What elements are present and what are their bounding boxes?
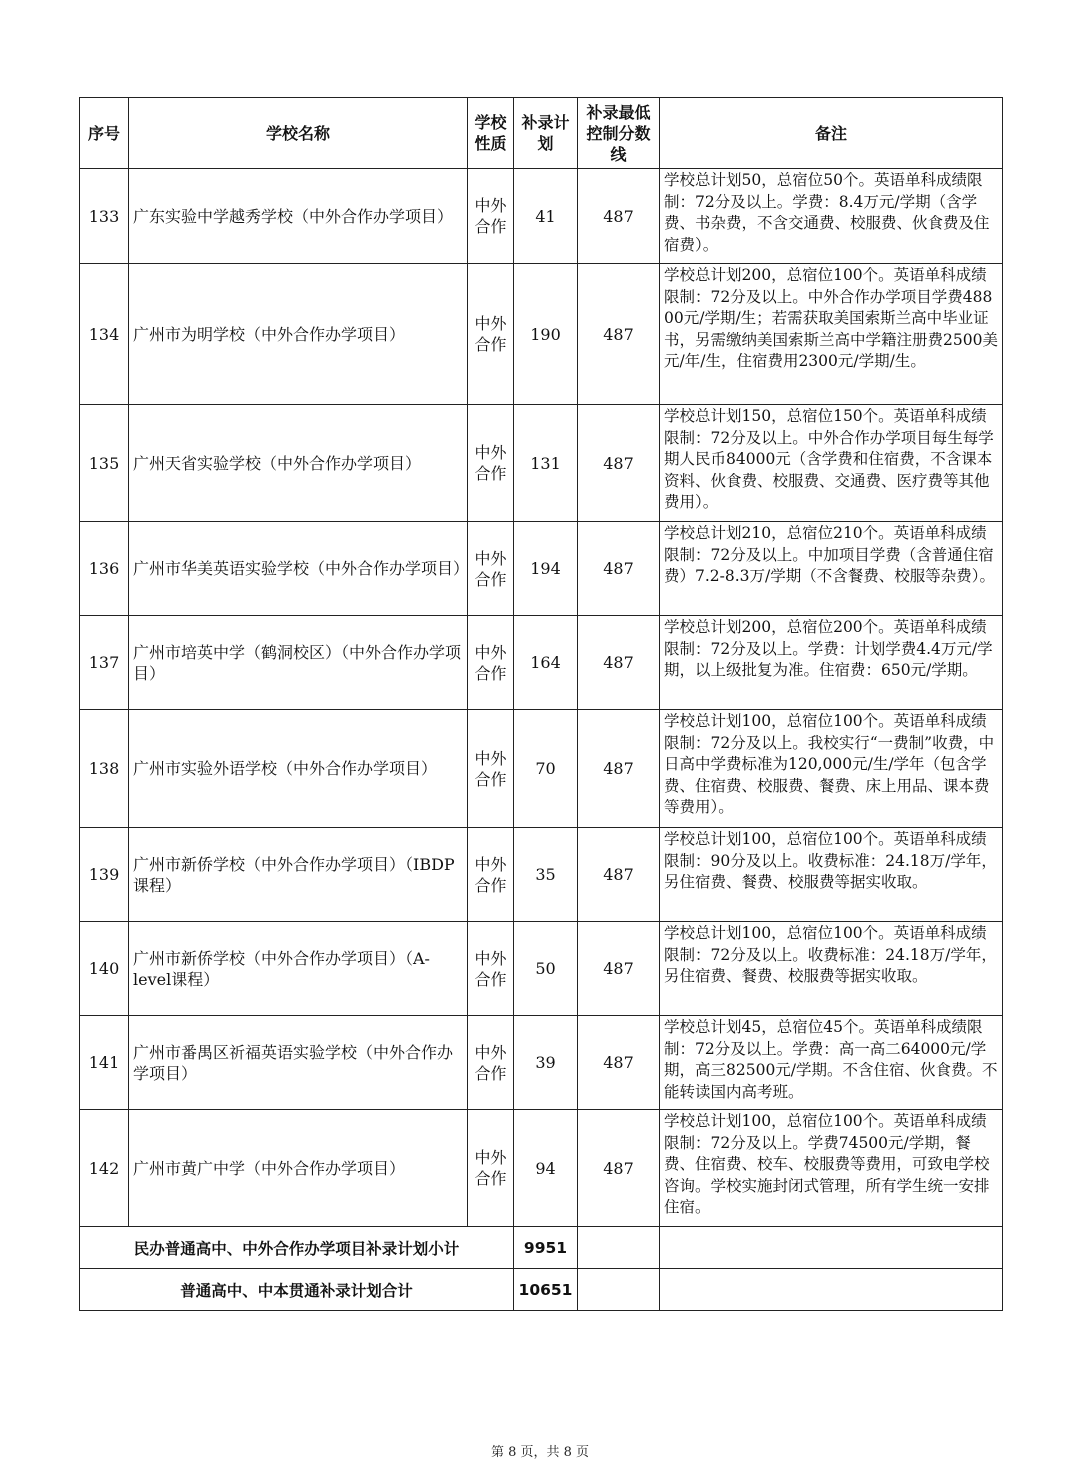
subtotal-label: 民办普通高中、中外合作办学项目补录计划小计 <box>80 1227 514 1269</box>
row-plan: 131 <box>514 405 578 522</box>
row-school-type: 中外合作 <box>468 922 514 1016</box>
row-remarks: 学校总计划210，总宿位210个。英语单科成绩限制：72分及以上。中加项目学费（含普通住宿费）7.2-8.3万/学期（不含餐费、校服等杂费）。 <box>660 522 1003 616</box>
row-school-name: 广州市华美英语实验学校（中外合作办学项目） <box>129 522 468 616</box>
row-school-name: 广州市培英中学（鹤洞校区）（中外合作办学项目） <box>129 616 468 710</box>
row-school-name: 广州市黄广中学（中外合作办学项目） <box>129 1110 468 1227</box>
table-row <box>80 264 1003 405</box>
row-school-type: 中外合作 <box>468 616 514 710</box>
row-min-score: 487 <box>578 616 660 710</box>
row-plan: 190 <box>514 264 578 405</box>
row-serial-number: 133 <box>80 169 129 264</box>
row-serial-number: 134 <box>80 264 129 405</box>
row-school-type: 中外合作 <box>468 710 514 828</box>
row-serial-number: 140 <box>80 922 129 1016</box>
table-row <box>80 522 1003 616</box>
row-school-name: 广州市为明学校（中外合作办学项目） <box>129 264 468 405</box>
subtotal-value: 9951 <box>514 1227 578 1269</box>
row-min-score: 487 <box>578 169 660 264</box>
header-serial-number: 序号 <box>80 98 129 169</box>
table-row <box>80 1110 1003 1227</box>
row-serial-number: 139 <box>80 828 129 922</box>
row-school-name: 广东实验中学越秀学校（中外合作办学项目） <box>129 169 468 264</box>
subtotal-empty-cell <box>660 1227 1003 1269</box>
header-supplementary-plan: 补录计划 <box>514 98 578 169</box>
table-header-row <box>80 98 1003 169</box>
subtotal-row <box>80 1227 1003 1269</box>
row-remarks: 学校总计划45，总宿位45个。英语单科成绩限制：72分及以上。学费：高一高二64000元/学期，高三82500元/学期。不含住宿、伙食费。不能转读国内高考班。 <box>660 1016 1003 1110</box>
admission-table <box>79 97 1003 1311</box>
table-row <box>80 828 1003 922</box>
total-label: 普通高中、中本贯通补录计划合计 <box>80 1269 514 1311</box>
row-school-name: 广州市新侨学校（中外合作办学项目）（A-level课程） <box>129 922 468 1016</box>
row-serial-number: 141 <box>80 1016 129 1110</box>
table-row <box>80 922 1003 1016</box>
total-empty-cell <box>660 1269 1003 1311</box>
table-row <box>80 405 1003 522</box>
row-min-score: 487 <box>578 922 660 1016</box>
row-plan: 50 <box>514 922 578 1016</box>
row-plan: 94 <box>514 1110 578 1227</box>
header-school-name: 学校名称 <box>129 98 468 169</box>
row-plan: 164 <box>514 616 578 710</box>
table-row <box>80 169 1003 264</box>
row-school-type: 中外合作 <box>468 1110 514 1227</box>
row-remarks: 学校总计划200，总宿位200个。英语单科成绩限制：72分及以上。学费：计划学费4.4万元/学期，以上级批复为准。住宿费：650元/学期。 <box>660 616 1003 710</box>
row-school-name: 广州市实验外语学校（中外合作办学项目） <box>129 710 468 828</box>
row-remarks: 学校总计划150，总宿位150个。英语单科成绩限制：72分及以上。中外合作办学项目每生每学期人民币84000元（含学费和住宿费，不含课本资料、伙食费、校服费、交通费、医疗费等其他费用）。 <box>660 405 1003 522</box>
row-serial-number: 135 <box>80 405 129 522</box>
subtotal-empty-cell <box>578 1227 660 1269</box>
row-remarks: 学校总计划100，总宿位100个。英语单科成绩限制：72分及以上。收费标准：24.18万/学年，另住宿费、餐费、校服费等据实收取。 <box>660 922 1003 1016</box>
row-school-type: 中外合作 <box>468 169 514 264</box>
row-school-type: 中外合作 <box>468 828 514 922</box>
row-remarks: 学校总计划200，总宿位100个。英语单科成绩限制：72分及以上。中外合作办学项目学费48800元/学期/生；若需获取美国索斯兰高中毕业证书，另需缴纳美国索斯兰高中学籍注册费2500美元/年/生，住宿费用2300元/学期/生。 <box>660 264 1003 405</box>
table-row <box>80 710 1003 828</box>
row-min-score: 487 <box>578 522 660 616</box>
table-row <box>80 1016 1003 1110</box>
row-school-type: 中外合作 <box>468 264 514 405</box>
table-row <box>80 616 1003 710</box>
page-number-footer: 第 8 页，共 8 页 <box>490 1445 590 1460</box>
header-remarks: 备注 <box>660 98 1003 169</box>
row-min-score: 487 <box>578 1016 660 1110</box>
header-school-type: 学校性质 <box>468 98 514 169</box>
total-value: 10651 <box>514 1269 578 1311</box>
row-min-score: 487 <box>578 1110 660 1227</box>
row-plan: 194 <box>514 522 578 616</box>
row-min-score: 487 <box>578 405 660 522</box>
row-min-score: 487 <box>578 710 660 828</box>
row-school-type: 中外合作 <box>468 1016 514 1110</box>
row-serial-number: 137 <box>80 616 129 710</box>
row-serial-number: 138 <box>80 710 129 828</box>
row-remarks: 学校总计划100，总宿位100个。英语单科成绩限制：72分及以上。我校实行“一费制”收费，中日高中学费标准为120,000元/生/学年（包含学费、住宿费、校服费、餐费、床上用品、课本费等费用）。 <box>660 710 1003 828</box>
total-row <box>80 1269 1003 1311</box>
header-min-score: 补录最低控制分数线 <box>578 98 660 169</box>
row-remarks: 学校总计划100，总宿位100个。英语单科成绩限制：90分及以上。收费标准：24.18万/学年，另住宿费、餐费、校服费等据实收取。 <box>660 828 1003 922</box>
row-plan: 70 <box>514 710 578 828</box>
row-plan: 35 <box>514 828 578 922</box>
row-serial-number: 136 <box>80 522 129 616</box>
row-remarks: 学校总计划50，总宿位50个。英语单科成绩限制：72分及以上。学费：8.4万元/学期（含学费、书杂费，不含交通费、校服费、伙食费及住宿费）。 <box>660 169 1003 264</box>
row-school-type: 中外合作 <box>468 522 514 616</box>
row-school-name: 广州市番禺区祈福英语实验学校（中外合作办学项目） <box>129 1016 468 1110</box>
row-school-name: 广州天省实验学校（中外合作办学项目） <box>129 405 468 522</box>
row-remarks: 学校总计划100，总宿位100个。英语单科成绩限制：72分及以上。学费74500元/学期，餐费、住宿费、校车、校服费等费用，可致电学校咨询。学校实施封闭式管理，所有学生统一安排住宿。 <box>660 1110 1003 1227</box>
row-min-score: 487 <box>578 264 660 405</box>
row-school-type: 中外合作 <box>468 405 514 522</box>
total-empty-cell <box>578 1269 660 1311</box>
row-plan: 41 <box>514 169 578 264</box>
row-school-name: 广州市新侨学校（中外合作办学项目）（IBDP课程） <box>129 828 468 922</box>
row-serial-number: 142 <box>80 1110 129 1227</box>
row-plan: 39 <box>514 1016 578 1110</box>
row-min-score: 487 <box>578 828 660 922</box>
